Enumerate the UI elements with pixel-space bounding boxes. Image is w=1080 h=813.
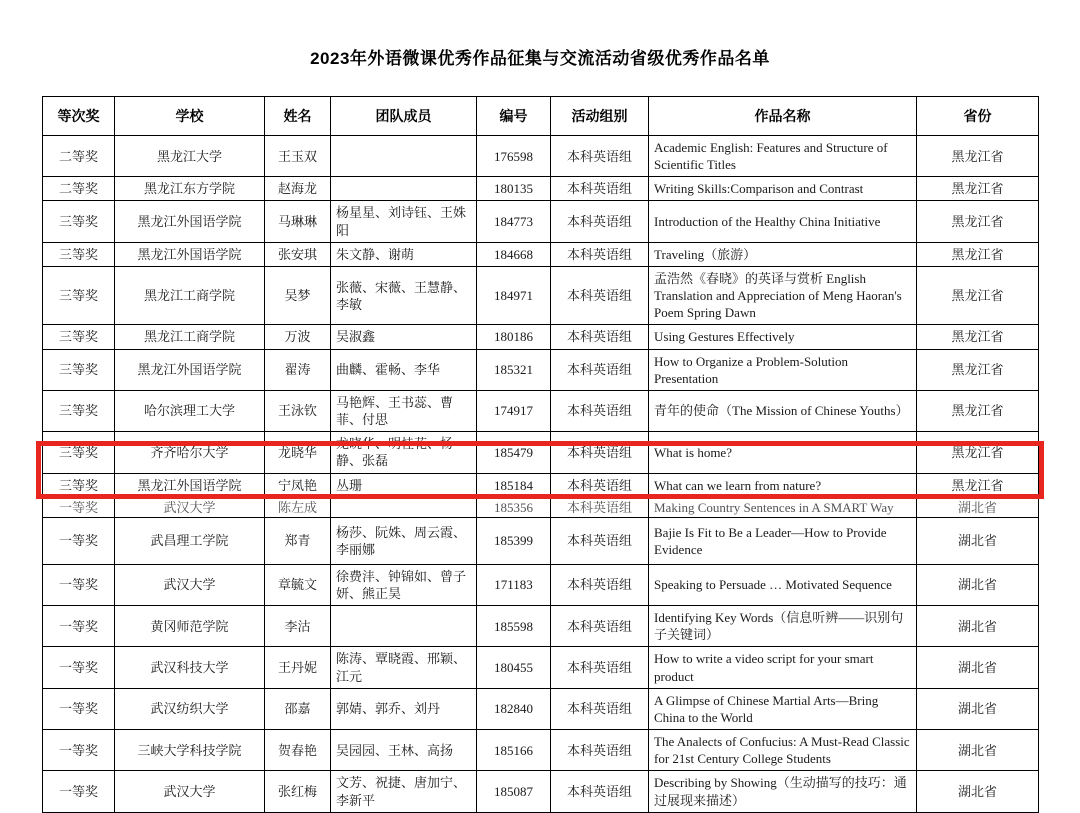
cell-group: 本科英语组 <box>551 771 649 812</box>
cell-work: Making Country Sentences in A SMART Way <box>649 497 917 517</box>
table-row <box>43 564 1039 605</box>
cell-province: 湖北省 <box>917 647 1039 688</box>
table-row <box>43 606 1039 647</box>
cell-number: 185087 <box>477 771 551 812</box>
cell-rank: 一等奖 <box>43 517 115 564</box>
cell-province: 黑龙江省 <box>917 201 1039 242</box>
cell-work: Introduction of the Healthy China Initiative <box>649 201 917 242</box>
cell-number: 185479 <box>477 432 551 473</box>
cell-name: 李沽 <box>265 606 331 647</box>
cell-name: 郑青 <box>265 517 331 564</box>
cell-rank: 一等奖 <box>43 688 115 729</box>
cell-rank: 一等奖 <box>43 730 115 771</box>
column-header-name: 姓名 <box>265 97 331 136</box>
cell-team: 马艳辉、王书蕊、曹菲、付思 <box>331 390 477 431</box>
cell-number: 185598 <box>477 606 551 647</box>
cell-number: 180455 <box>477 647 551 688</box>
cell-team <box>331 497 477 517</box>
cell-team: 曲麟、霍畅、李华 <box>331 349 477 390</box>
cell-team: 杨星星、刘诗钰、王姝阳 <box>331 201 477 242</box>
table-row <box>43 517 1039 564</box>
table-row <box>43 473 1039 497</box>
cell-name: 宁凤艳 <box>265 473 331 497</box>
table-row <box>43 432 1039 473</box>
table-row <box>43 497 1039 517</box>
cell-school: 黑龙江东方学院 <box>115 177 265 201</box>
cell-name: 王玉双 <box>265 136 331 177</box>
cell-team: 杨莎、阮姝、周云霞、李丽娜 <box>331 517 477 564</box>
cell-name: 王泳钦 <box>265 390 331 431</box>
table-row <box>43 390 1039 431</box>
cell-rank: 一等奖 <box>43 606 115 647</box>
cell-number: 182840 <box>477 688 551 729</box>
cell-school: 武汉大学 <box>115 497 265 517</box>
cell-group: 本科英语组 <box>551 606 649 647</box>
cell-province: 黑龙江省 <box>917 473 1039 497</box>
cell-group: 本科英语组 <box>551 688 649 729</box>
cell-group: 本科英语组 <box>551 647 649 688</box>
cell-province: 湖北省 <box>917 564 1039 605</box>
cell-province: 黑龙江省 <box>917 349 1039 390</box>
cell-group: 本科英语组 <box>551 390 649 431</box>
cell-group: 本科英语组 <box>551 325 649 349</box>
cell-work: What is home? <box>649 432 917 473</box>
cell-group: 本科英语组 <box>551 136 649 177</box>
cell-team: 张薇、宋薇、王慧静、李敏 <box>331 266 477 324</box>
cell-school: 黑龙江大学 <box>115 136 265 177</box>
cell-rank: 一等奖 <box>43 771 115 812</box>
cell-work: Identifying Key Words（信息听辨——识别句子关键词） <box>649 606 917 647</box>
cell-name: 章毓文 <box>265 564 331 605</box>
cell-rank: 二等奖 <box>43 136 115 177</box>
cell-name: 贺春艳 <box>265 730 331 771</box>
cell-number: 180186 <box>477 325 551 349</box>
cell-school: 黑龙江工商学院 <box>115 266 265 324</box>
cell-name: 赵海龙 <box>265 177 331 201</box>
table-row <box>43 266 1039 324</box>
cell-province: 黑龙江省 <box>917 432 1039 473</box>
cell-province: 黑龙江省 <box>917 177 1039 201</box>
column-header-work: 作品名称 <box>649 97 917 136</box>
cell-group: 本科英语组 <box>551 517 649 564</box>
table-row <box>43 242 1039 266</box>
table-row <box>43 647 1039 688</box>
column-header-province: 省份 <box>917 97 1039 136</box>
table-header <box>43 97 1039 136</box>
cell-school: 黑龙江外国语学院 <box>115 201 265 242</box>
cell-team: 郭婧、郭乔、刘丹 <box>331 688 477 729</box>
award-list-table-wrapper <box>42 96 1038 813</box>
cell-name: 邵嘉 <box>265 688 331 729</box>
cell-team: 龙晓华、明桂花、杨静、张磊 <box>331 432 477 473</box>
cell-work: Speaking to Persuade … Motivated Sequence <box>649 564 917 605</box>
cell-group: 本科英语组 <box>551 564 649 605</box>
cell-work: 孟浩然《春晓》的英译与赏析 English Translation and Appreciation of Meng Haoran's Poem Spring Dawn <box>649 266 917 324</box>
cell-school: 黑龙江工商学院 <box>115 325 265 349</box>
cell-team: 丛珊 <box>331 473 477 497</box>
cell-work: Writing Skills:Comparison and Contrast <box>649 177 917 201</box>
cell-work: Bajie Is Fit to Be a Leader—How to Provide Evidence <box>649 517 917 564</box>
cell-number: 185356 <box>477 497 551 517</box>
cell-number: 171183 <box>477 564 551 605</box>
cell-number: 185321 <box>477 349 551 390</box>
cell-group: 本科英语组 <box>551 473 649 497</box>
cell-rank: 三等奖 <box>43 325 115 349</box>
cell-work: Traveling（旅游） <box>649 242 917 266</box>
cell-team <box>331 606 477 647</box>
table-row <box>43 771 1039 812</box>
cell-rank: 三等奖 <box>43 390 115 431</box>
cell-school: 齐齐哈尔大学 <box>115 432 265 473</box>
cell-rank: 三等奖 <box>43 473 115 497</box>
column-header-school: 学校 <box>115 97 265 136</box>
table-row <box>43 325 1039 349</box>
cell-team: 吴园园、王林、高扬 <box>331 730 477 771</box>
cell-work: A Glimpse of Chinese Martial Arts—Bring China to the World <box>649 688 917 729</box>
cell-school: 哈尔滨理工大学 <box>115 390 265 431</box>
cell-school: 武汉科技大学 <box>115 647 265 688</box>
cell-work: The Analects of Confucius: A Must-Read Classic for 21st Century College Students <box>649 730 917 771</box>
cell-team <box>331 177 477 201</box>
cell-number: 180135 <box>477 177 551 201</box>
cell-number: 174917 <box>477 390 551 431</box>
cell-team <box>331 136 477 177</box>
cell-name: 万波 <box>265 325 331 349</box>
cell-rank: 三等奖 <box>43 349 115 390</box>
cell-number: 185184 <box>477 473 551 497</box>
cell-rank: 三等奖 <box>43 201 115 242</box>
cell-group: 本科英语组 <box>551 177 649 201</box>
cell-rank: 三等奖 <box>43 432 115 473</box>
cell-school: 黑龙江外国语学院 <box>115 242 265 266</box>
cell-province: 黑龙江省 <box>917 266 1039 324</box>
cell-rank: 二等奖 <box>43 177 115 201</box>
cell-group: 本科英语组 <box>551 349 649 390</box>
cell-work: 青年的使命（The Mission of Chinese Youths） <box>649 390 917 431</box>
cell-name: 马琳琳 <box>265 201 331 242</box>
table-header-row <box>43 97 1039 136</box>
cell-school: 三峡大学科技学院 <box>115 730 265 771</box>
column-header-team: 团队成员 <box>331 97 477 136</box>
cell-name: 陈左成 <box>265 497 331 517</box>
column-header-group: 活动组别 <box>551 97 649 136</box>
cell-province: 湖北省 <box>917 497 1039 517</box>
cell-team: 朱文静、谢萌 <box>331 242 477 266</box>
cell-number: 176598 <box>477 136 551 177</box>
cell-name: 张安琪 <box>265 242 331 266</box>
cell-school: 黑龙江外国语学院 <box>115 349 265 390</box>
cell-name: 龙晓华 <box>265 432 331 473</box>
cell-name: 张红梅 <box>265 771 331 812</box>
cell-school: 武汉大学 <box>115 564 265 605</box>
table-row <box>43 730 1039 771</box>
cell-school: 武汉大学 <box>115 771 265 812</box>
cell-province: 黑龙江省 <box>917 325 1039 349</box>
cell-name: 王丹妮 <box>265 647 331 688</box>
cell-school: 武汉纺织大学 <box>115 688 265 729</box>
cell-rank: 三等奖 <box>43 266 115 324</box>
cell-number: 184971 <box>477 266 551 324</box>
table-row <box>43 136 1039 177</box>
cell-school: 黄冈师范学院 <box>115 606 265 647</box>
table-body <box>43 136 1039 813</box>
cell-team: 徐费沣、钟锦如、曾子妍、熊正昊 <box>331 564 477 605</box>
cell-work: How to Organize a Problem-Solution Presentation <box>649 349 917 390</box>
cell-province: 湖北省 <box>917 730 1039 771</box>
cell-rank: 一等奖 <box>43 497 115 517</box>
cell-group: 本科英语组 <box>551 242 649 266</box>
cell-work: Describing by Showing（生动描写的技巧：通过展现来描述） <box>649 771 917 812</box>
table-row <box>43 349 1039 390</box>
cell-group: 本科英语组 <box>551 432 649 473</box>
cell-province: 湖北省 <box>917 688 1039 729</box>
cell-work: What can we learn from nature? <box>649 473 917 497</box>
cell-group: 本科英语组 <box>551 201 649 242</box>
cell-number: 185399 <box>477 517 551 564</box>
cell-number: 184668 <box>477 242 551 266</box>
cell-name: 吴梦 <box>265 266 331 324</box>
cell-team: 陈涛、覃晓霞、邢颖、江元 <box>331 647 477 688</box>
cell-province: 黑龙江省 <box>917 242 1039 266</box>
cell-province: 湖北省 <box>917 517 1039 564</box>
cell-school: 黑龙江外国语学院 <box>115 473 265 497</box>
cell-rank: 一等奖 <box>43 647 115 688</box>
cell-group: 本科英语组 <box>551 730 649 771</box>
cell-work: Academic English: Features and Structure of Scientific Titles <box>649 136 917 177</box>
cell-team: 文芳、祝捷、唐加宁、李新平 <box>331 771 477 812</box>
column-header-number: 编号 <box>477 97 551 136</box>
table-row <box>43 177 1039 201</box>
cell-work: How to write a video script for your smart product <box>649 647 917 688</box>
cell-team: 吴淑鑫 <box>331 325 477 349</box>
award-list-table <box>42 96 1039 813</box>
cell-number: 184773 <box>477 201 551 242</box>
cell-province: 湖北省 <box>917 606 1039 647</box>
cell-rank: 三等奖 <box>43 242 115 266</box>
cell-rank: 一等奖 <box>43 564 115 605</box>
table-row <box>43 688 1039 729</box>
cell-province: 黑龙江省 <box>917 136 1039 177</box>
cell-name: 翟涛 <box>265 349 331 390</box>
cell-group: 本科英语组 <box>551 497 649 517</box>
cell-work: Using Gestures Effectively <box>649 325 917 349</box>
cell-group: 本科英语组 <box>551 266 649 324</box>
cell-number: 185166 <box>477 730 551 771</box>
cell-province: 湖北省 <box>917 771 1039 812</box>
column-header-rank: 等次奖 <box>43 97 115 136</box>
cell-province: 黑龙江省 <box>917 390 1039 431</box>
table-row <box>43 201 1039 242</box>
page-title: 2023年外语微课优秀作品征集与交流活动省级优秀作品名单 <box>310 49 770 68</box>
cell-school: 武昌理工学院 <box>115 517 265 564</box>
